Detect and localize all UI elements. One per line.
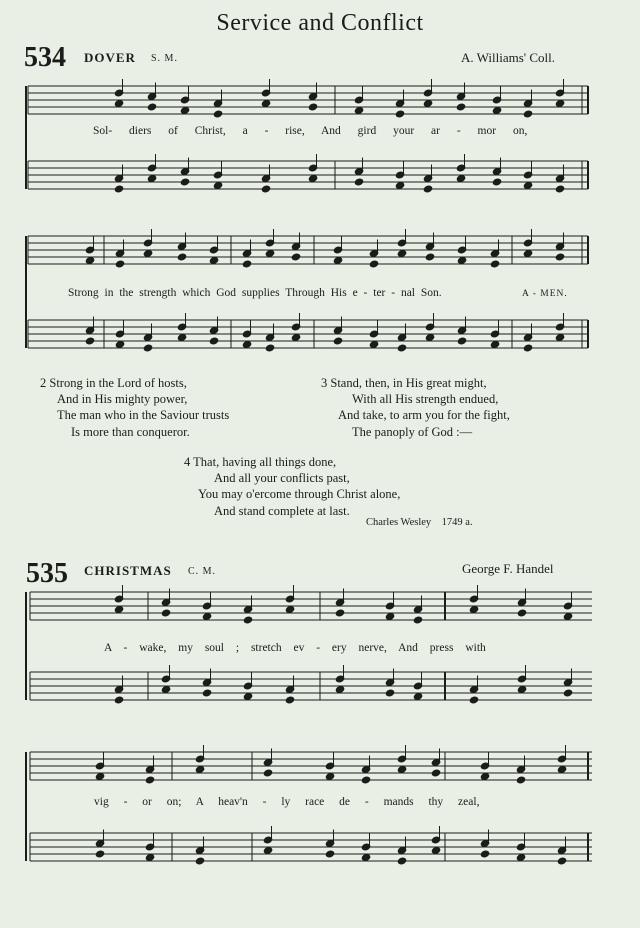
lyrics-line: vig - or on; A heav'n - ly race de - mands thy zeal,	[94, 796, 480, 808]
amen: A - MEN.	[522, 289, 568, 299]
year: 1749 a.	[441, 517, 473, 528]
composer: A. Williams' Coll.	[461, 50, 556, 65]
meter: C. M.	[188, 566, 217, 577]
tune-name: CHRISTMAS	[84, 563, 172, 578]
composer: George F. Handel	[462, 561, 554, 576]
verse-number: 4	[184, 455, 191, 469]
meter: S. M.	[151, 53, 178, 64]
lyrics-line: A - wake, my soul ; stretch ev - ery nerve, And press with	[104, 642, 486, 654]
attribution	[366, 517, 473, 528]
verse-number: 3	[321, 376, 328, 390]
hymn-number: 535	[26, 558, 68, 589]
hymn-number: 534	[24, 42, 66, 73]
verse: 2 Strong in the Lord of hosts, And in His mighty power, The man who in the Saviour trusts Is more than conqueror.	[40, 376, 230, 439]
page-title: Service and Conflict	[216, 10, 424, 36]
verse-number: 2	[40, 376, 47, 390]
lyrics-line: Sol- diers of Christ, a - rise, And gird your ar - mor on,	[93, 125, 528, 137]
verse: 3 Stand, then, in His great might, With all His strength endued, And take, to arm you for the fight, The panoply of God :—	[321, 376, 510, 439]
tune-name: DOVER	[84, 50, 136, 65]
author: Charles Wesley	[366, 517, 432, 528]
verse: 4 That, having all things done, And all your conflicts past, You may o'ercome through Christ alone, And stand complete at last.	[184, 455, 401, 518]
lyrics-line: Strong in the strength which God supplies Through His e - ter - nal Son.	[68, 287, 442, 299]
